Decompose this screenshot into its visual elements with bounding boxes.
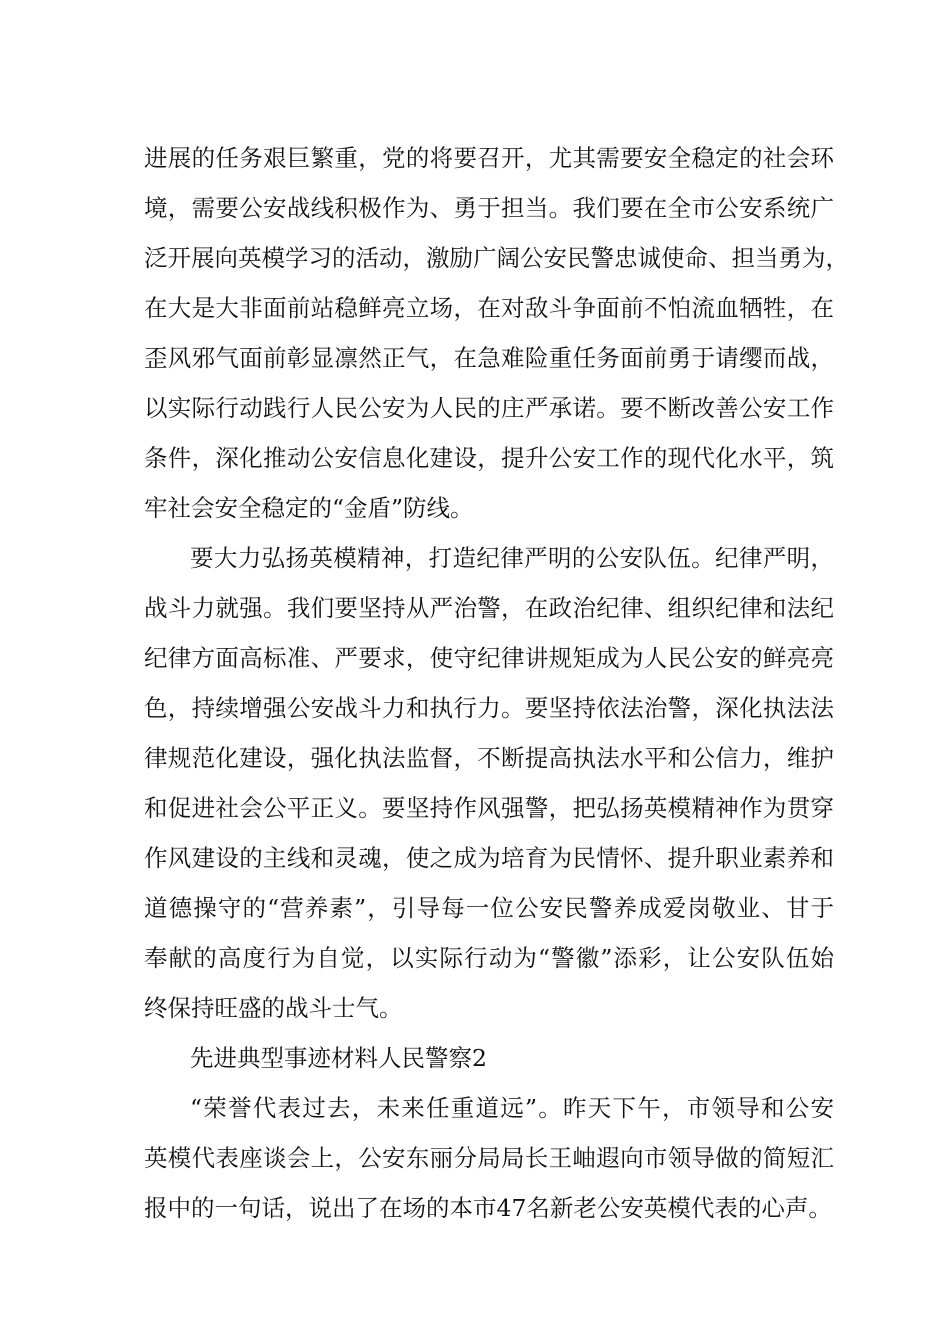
text-line: 道德操守的“营养素”，引导每一位公安民警养成爱岗敬业、甘于 bbox=[144, 894, 834, 922]
text-line: 泛开展向英模学习的活动，激励广阔公安民警忠诚使命、担当勇为， bbox=[144, 244, 849, 272]
text-line: 境，需要公安战线积极作为、勇于担当。我们要在全市公安系统广 bbox=[144, 194, 834, 222]
text-line: 以实际行动践行人民公安为人民的庄严承诺。要不断改善公安工作 bbox=[144, 394, 834, 422]
text-line: 牢社会安全稳定的“金盾”防线。 bbox=[144, 494, 474, 522]
text-line: 纪律方面高标准、严要求，使守纪律讲规矩成为人民公安的鲜亮亮 bbox=[144, 644, 834, 672]
text-line: 作风建设的主线和灵魂，使之成为培育为民情怀、提升职业素养和 bbox=[144, 844, 834, 872]
text-line: 终保持旺盛的战斗士气。 bbox=[144, 994, 403, 1022]
text-line: 战斗力就强。我们要坚持从严治警，在政治纪律、组织纪律和法纪 bbox=[144, 594, 834, 622]
text-line: 条件，深化推动公安信息化建设，提升公安工作的现代化水平，筑 bbox=[144, 444, 834, 472]
text-line: 奉献的高度行为自觉，以实际行动为“警徽”添彩，让公安队伍始 bbox=[144, 944, 834, 972]
section-heading: 先进典型事迹材料人民警察2 bbox=[190, 1044, 487, 1072]
text-line: 在大是大非面前站稳鲜亮立场，在对敌斗争面前不怕流血牺牲，在 bbox=[144, 294, 834, 322]
paragraph-first-line: 要大力弘扬英模精神，打造纪律严明的公安队伍。纪律严明， bbox=[190, 544, 834, 572]
text-line: 英模代表座谈会上，公安东丽分局局长王岫遐向市领导做的简短汇 bbox=[144, 1144, 834, 1172]
text-line: 色，持续增强公安战斗力和执行力。要坚持依法治警，深化执法法 bbox=[144, 694, 834, 722]
paragraph-first-line: “荣誉代表过去，未来任重道远”。昨天下午，市领导和公安 bbox=[190, 1094, 834, 1122]
text-line: 律规范化建设，强化执法监督，不断提高执法水平和公信力，维护 bbox=[144, 744, 834, 772]
text-line: 进展的任务艰巨繁重，党的将要召开，尤其需要安全稳定的社会环 bbox=[144, 144, 834, 172]
text-line: 报中的一句话，说出了在场的本市47名新老公安英模代表的心声。 bbox=[144, 1194, 832, 1222]
text-line: 和促进社会公平正义。要坚持作风强警，把弘扬英模精神作为贯穿 bbox=[144, 794, 834, 822]
text-line: 歪风邪气面前彰显凛然正气，在急难险重任务面前勇于请缨而战， bbox=[144, 344, 834, 372]
